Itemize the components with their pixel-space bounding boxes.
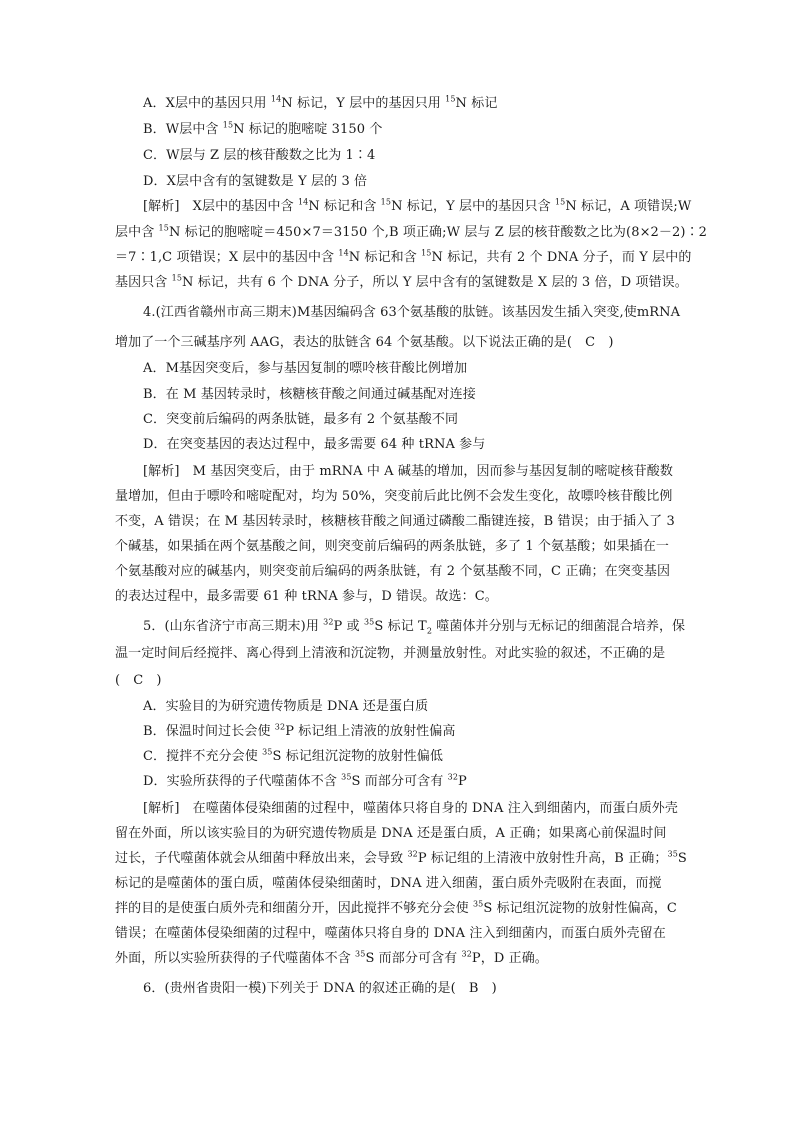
q5-analysis-line: 留在外面，所以该实验目的为研究遗传物质是 DNA 还是蛋白质，A 正确；如果离心前保温时间	[115, 826, 667, 841]
q4-analysis-line: 不变，A 错误；在 M 基因转录时，核糖核苷酸之间通过磷酸二酯键连接，B 错误；由于插入了 3	[115, 514, 675, 529]
q5-stem: 温一定时间后经搅拌、离心得到上清液和沉淀物，并测量放射性。对此实验的叙述，不正确的是	[115, 646, 666, 661]
q4-analysis-line: 量增加，但由于嘌呤和嘧啶配对，均为 50%，突变前后此比例不会发生变化，故嘌呤核苷酸比例	[115, 489, 673, 504]
q4-option-d: D．在突变基因的表达过程中，最多需要 64 种 tRNA 参与	[143, 437, 486, 452]
q4-stem: 增加了一个三碱基序列 AAG，表达的肽链含 64 个氨基酸。以下说法正确的是( C )	[115, 335, 614, 350]
q3-option-c: C．W层与 Z 层的核苷酸数之比为 1∶4	[143, 148, 376, 163]
q3-option-d: D．X层中含有的氢键数是 Y 层的 3 倍	[143, 174, 368, 189]
q4-option-b: B．在 M 基因转录时，核糖核苷酸之间通过碱基配对连接	[143, 387, 476, 402]
q3-analysis-line: 层中含 $^{15}$N 标记的胞嘧啶＝450×7＝3150 个,B 项正确;W 层与 Z 层的核苷酸数之比为(8×2－2)∶2	[115, 223, 708, 240]
q4-analysis-line: [解析] M 基因突变后，由于 mRNA 中 A 碱基的增加，因而参与基因复制的嘧啶核苷酸数	[143, 464, 673, 479]
q5-option-a: A．实验目的为研究遗传物质是 DNA 还是蛋白质	[143, 699, 429, 714]
q5-analysis-line: 错误；在噬菌体侵染细菌的过程中，噬菌体只将自身的 DNA 注入到细菌内，而蛋白质外壳留在	[115, 926, 666, 941]
q6-stem: 6．(贵州省贵阳一模)下列关于 DNA 的叙述正确的是( B )	[143, 981, 497, 996]
q5-analysis-line: 标记的是噬菌体的蛋白质，噬菌体侵染细菌时，DNA 进入细菌，蛋白质外壳吸附在表面，而搅	[115, 876, 662, 891]
q4-option-a: A．M基因突变后，参与基因复制的嘌呤核苷酸比例增加	[143, 361, 468, 376]
q5-analysis-line: [解析] 在噬菌体侵染细菌的过程中，噬菌体只将自身的 DNA 注入到细菌内，而蛋白质外壳	[143, 801, 678, 816]
q4-analysis-line: 的表达过程中，最多需要 61 种 tRNA 参与，D 错误。故选：C。	[115, 589, 498, 604]
q5-analysis-line: 外面，所以实验所获得的子代噬菌体不含 $^{35}$S 而部分可含有 $^{32}$P，D 正确。	[115, 949, 548, 966]
q4-analysis-line: 个碱基，如果插在两个氨基酸之间，则突变前后编码的两条肽链，多了 1 个氨基酸；如果插在一	[115, 539, 669, 554]
q5-option-b: B．保温时间过长会使 $^{32}$P 标记组上清液的放射性偏高	[143, 722, 456, 739]
q3-analysis-line: 基因只含 $^{15}$N 标记，共有 6 个 DNA 分子，所以 Y 层中含有的氢键数是 X 层的 3 倍，D 项错误。	[115, 273, 688, 290]
q5-analysis-line: 拌的目的是使蛋白质外壳和细菌分开，因此搅拌不够充分会使 $^{35}$S 标记组沉淀物的放射性偏高，C	[115, 899, 677, 916]
q3-option-a: A．X层中的基因只用 $^{14}$N 标记，Y 层中的基因只用 $^{15}$N 标记	[143, 94, 498, 111]
q3-analysis-line: [解析] X层中的基因中含 $^{14}$N 标记和含 $^{15}$N 标记，Y 层中的基因只含 $^{15}$N 标记，A 项错误;W	[143, 197, 692, 214]
q4-stem: 4.(江西省赣州市高三期末)M基因编码含 63个氨基酸的肽链。该基因发生插入突变,使mRNA	[143, 305, 681, 320]
q5-option-d: D．实验所获得的子代噬菌体不含 $^{35}$S 而部分可含有 $^{32}$P	[143, 772, 467, 789]
q5-option-c: C．搅拌不充分会使 $^{35}$S 标记组沉淀物的放射性偏低	[143, 747, 443, 764]
q5-analysis-line: 过长，子代噬菌体就会从细菌中释放出来，会导致 $^{32}$P 标记组的上清液中放射性升高，B 正确；$^{35}$S	[115, 849, 687, 866]
q5-stem: 5．(山东省济宁市高三期末)用 $^{32}$P 或 $^{35}$S 标记 $T_2$ 噬菌体并分别与无标记的细菌混合培养，保	[143, 617, 686, 636]
q4-option-c: C．突变前后编码的两条肽链，最多有 2 个氨基酸不同	[143, 412, 459, 427]
q5-answer: ( C )	[115, 673, 162, 688]
q4-analysis-line: 个氨基酸对应的碱基内，则突变前后编码的两条肽链，有 2 个氨基酸不同，C 正确；在突变基因	[115, 564, 671, 579]
q3-analysis-line: ＝7∶1,C 项错误；X 层中的基因中含 $^{14}$N 标记和含 $^{15}$N 标记，共有 2 个 DNA 分子，而 Y 层中的	[115, 248, 692, 265]
q3-option-b: B．W层中含 $^{15}$N 标记的胞嘧啶 3150 个	[143, 120, 383, 137]
